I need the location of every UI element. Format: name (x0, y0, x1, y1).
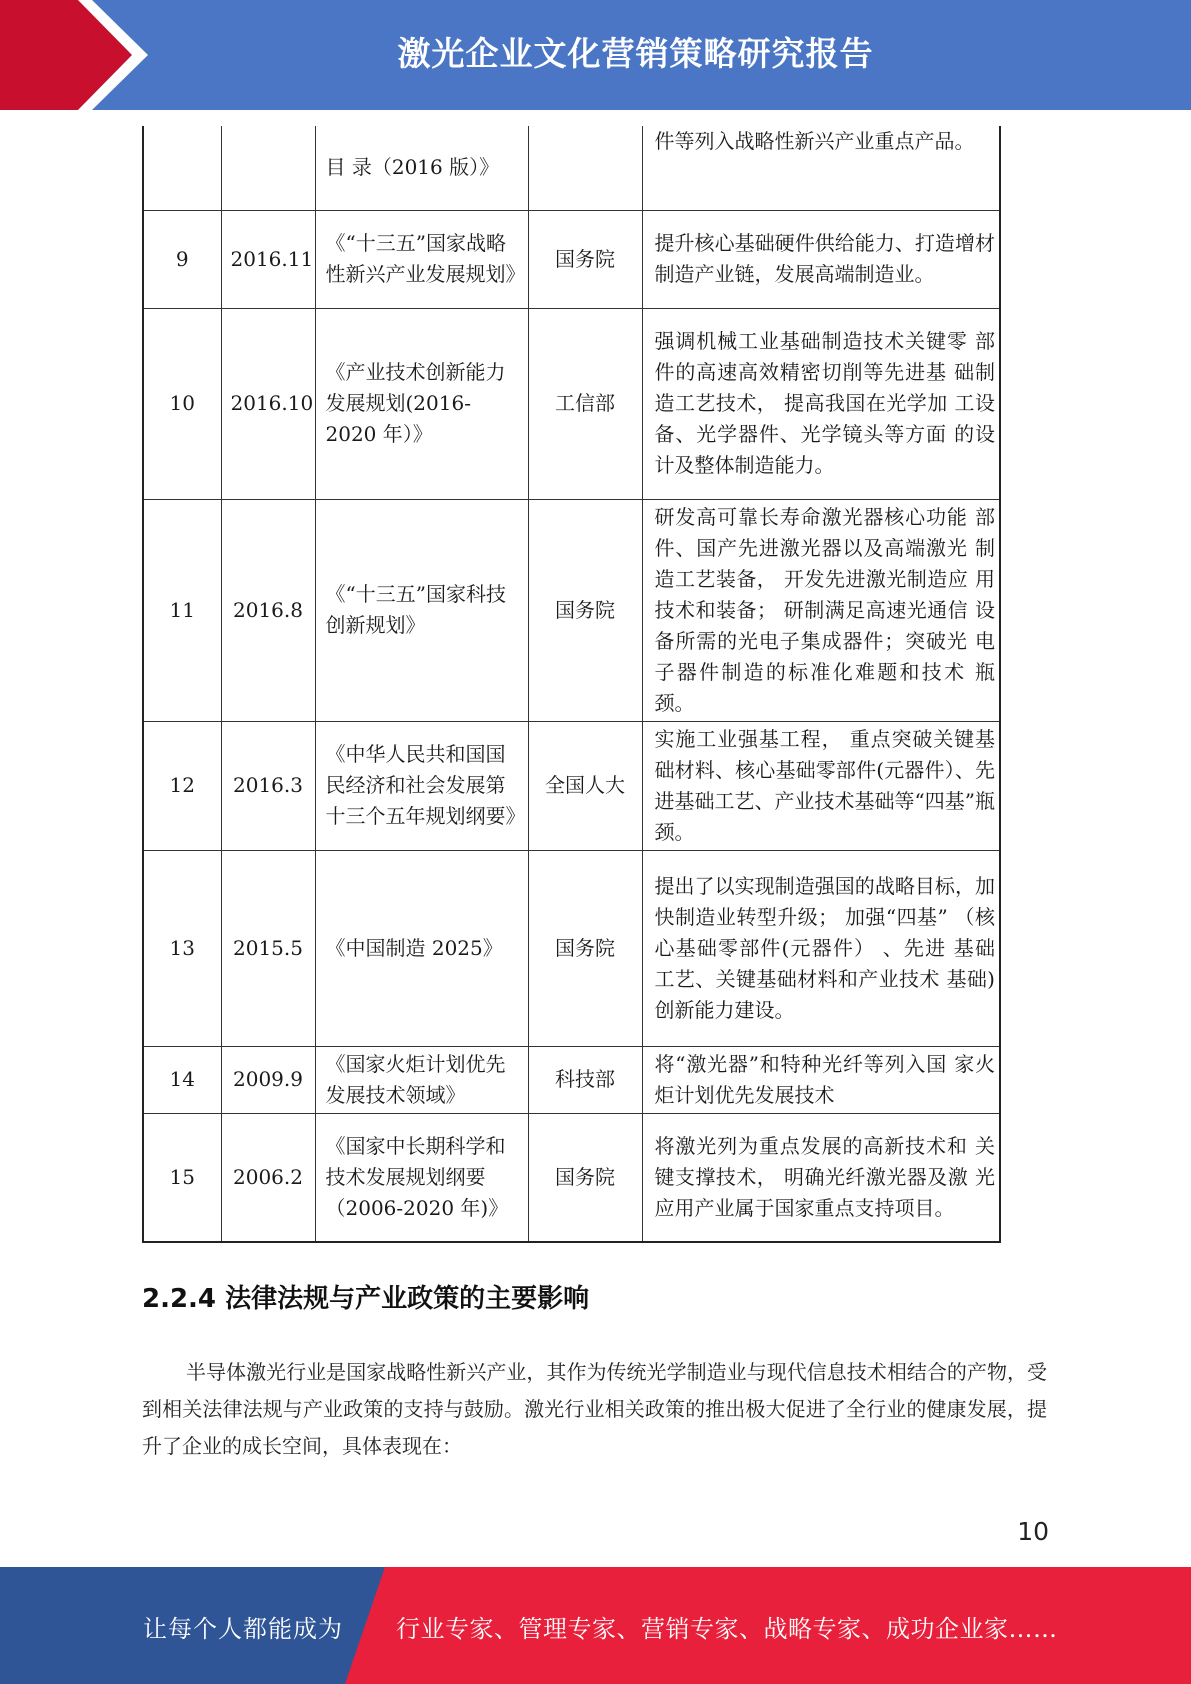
row-department: 国务院 (528, 499, 642, 721)
table-row (143, 850, 1000, 1046)
table-row (143, 126, 1000, 210)
footer-slogan-right: 行业专家、管理专家、营销专家、战略专家、成功企业家…… (396, 1615, 1058, 1643)
row-date (221, 126, 315, 210)
row-number: 9 (143, 210, 221, 308)
row-department: 科技部 (528, 1046, 642, 1113)
row-description: 件等列入战略性新兴产业重点产品。 (642, 126, 1000, 210)
row-number: 12 (143, 721, 221, 850)
row-description: 将激光列为重点发展的高新技术和 关键支撑技术， 明确光纤激光器及激 光应用产业属于国家重点支持项目。 (642, 1113, 1000, 1242)
row-date: 2015.5 (221, 850, 315, 1046)
row-department (528, 126, 642, 210)
row-number: 14 (143, 1046, 221, 1113)
policy-table (142, 126, 1001, 1243)
row-number: 10 (143, 308, 221, 499)
body-paragraph: 半导体激光行业是国家战略性新兴产业，其作为传统光学制造业与现代信息技术相结合的产物，受到相关法律法规与产业政策的支持与鼓励。激光行业相关政策的推出极大促进了全行业的健康发展，提升了企业的成长空间，具体表现在： (142, 1360, 1047, 1458)
table-row (143, 1113, 1000, 1242)
row-number: 13 (143, 850, 221, 1046)
row-department: 全国人大 (528, 721, 642, 850)
row-department: 国务院 (528, 1113, 642, 1242)
row-date: 2006.2 (221, 1113, 315, 1242)
table-row (143, 308, 1000, 499)
footer-slogan-left: 让每个人都能成为 (143, 1615, 343, 1643)
row-number (143, 126, 221, 210)
page-header (0, 0, 1191, 110)
page-number: 10 (1017, 1517, 1049, 1546)
table-row (143, 721, 1000, 850)
table-row (143, 1046, 1000, 1113)
row-date: 2016.3 (221, 721, 315, 850)
section-heading: 2.2.4 法律法规与产业政策的主要影响 (142, 1284, 590, 1314)
row-policy-name: 目 录（2016 版）》 (315, 126, 528, 210)
row-description: 提出了以实现制造强国的战略目标，加快制造业转型升级； 加强“四基” （核心基础零部件(元器件） 、先进 基础工艺、关键基础材料和产业技术 基础)创新能力建设。 (642, 850, 1000, 1046)
row-policy-name: 《中国制造 2025》 (315, 850, 528, 1046)
row-date: 2016.8 (221, 499, 315, 721)
row-number: 11 (143, 499, 221, 721)
row-number: 15 (143, 1113, 221, 1242)
row-department: 国务院 (528, 210, 642, 308)
row-description: 实施工业强基工程， 重点突破关键基础材料、核心基础零部件(元器件）、先进基础工艺、产业技术基础等“四基”瓶颈。 (642, 721, 1000, 850)
row-policy-name: 《“十三五”国家科技创新规划》 (315, 499, 528, 721)
row-description: 将“激光器”和特种光纤等列入国 家火炬计划优先发展技术 (642, 1046, 1000, 1113)
row-policy-name: 《国家火炬计划优先 发展技术领域》 (315, 1046, 528, 1113)
row-date: 2016.10 (221, 308, 315, 499)
row-policy-name: 《中华人民共和国国民经济和社会发展第 十三个五年规划纲要》 (315, 721, 528, 850)
row-description: 强调机械工业基础制造技术关键零 部件的高速高效精密切削等先进基 础制造工艺技术， 提高我国在光学加 工设备、光学器件、光学镜头等方面 的设计及整体制造能力。 (642, 308, 1000, 499)
row-policy-name: 《国家中长期科学和技术发展规划纲要（2006-2020 年)》 (315, 1113, 528, 1242)
row-description: 研发高可靠长寿命激光器核心功能 部件、国产先进激光器以及高端激光 制造工艺装备， 开发先进激光制造应 用技术和装备； 研制满足高速光通信 设备所需的光电子集成器件；突破光 电子器件制造的标准化难题和技术 瓶颈。 (642, 499, 1000, 721)
row-description: 提升核心基础硬件供给能力、打造增材制造产业链，发展高端制造业。 (642, 210, 1000, 308)
row-department: 国务院 (528, 850, 642, 1046)
row-department: 工信部 (528, 308, 642, 499)
page-footer (0, 1567, 1191, 1684)
row-policy-name: 《“十三五”国家战略性新兴产业发展规划》 (315, 210, 528, 308)
report-title: 激光企业文化营销策略研究报告 (397, 34, 874, 73)
row-policy-name: 《产业技术创新能力发展规划(2016-2020 年）》 (315, 308, 528, 499)
row-date: 2009.9 (221, 1046, 315, 1113)
row-date: 2016.11 (221, 210, 315, 308)
table-row (143, 499, 1000, 721)
table-row (143, 210, 1000, 308)
